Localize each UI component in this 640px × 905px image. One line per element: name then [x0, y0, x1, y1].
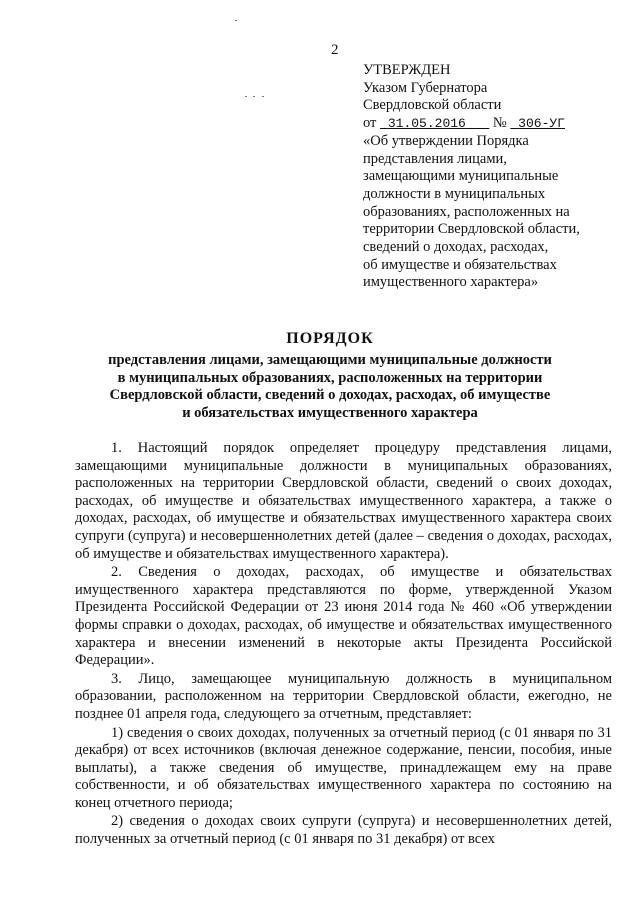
document-subtitle-line: в муниципальных образованиях, расположенных на территории: [117, 369, 543, 386]
approval-subject-line: образованиях, расположенных на: [363, 203, 570, 220]
scan-speck: [253, 96, 255, 97]
decree-date: 31.05.2016: [387, 116, 466, 132]
page-number: 2: [331, 42, 339, 58]
decree-number: 306-УГ: [518, 116, 565, 132]
approval-subject-line: об имуществе и обязательствах: [363, 256, 557, 273]
number-sign: №: [492, 115, 507, 132]
approval-decree-line: Указом Губернатора: [363, 79, 488, 96]
approval-heading: УТВЕРЖДЕН: [363, 62, 451, 78]
approval-subject-line: территории Свердловской области,: [363, 221, 580, 238]
approval-subject-line: замещающими муниципальные: [363, 168, 559, 185]
paragraph-3-item-2: 2) сведения о доходах своих супруги (супруга) и несовершеннолетних детей, полученных за отчетный период (с 01 января по 31 декабря) от всех: [75, 813, 612, 848]
scan-speck: [245, 96, 247, 97]
document-subtitle-line: Свердловской области, сведений о доходах, расходах, об имуществе: [109, 387, 551, 403]
approval-subject-line: имущественного характера»: [363, 274, 539, 291]
approval-date-number-line: [363, 115, 623, 133]
paragraph-2: 2. Сведения о доходах, расходах, об имуществе и обязательствах имущественного характера представляются по форме, утвержденной Указом Президента Российской Федерации от 23 июня 2014 года № 460 «Об утверждении формы справки о доходах, расходах, об имуществе и обязательствах имущественного характера и внесении изменений в некоторые акты Президента Российской Федерации».: [75, 564, 612, 669]
approval-subject-line: представления лицами,: [363, 150, 507, 167]
paragraph-3: 3. Лицо, замещающее муниципальную должность в муниципальном образовании, расположенном на территории Свердловской области, ежегодно, не позднее 01 апреля года, следующего за отчетным, представляет:: [75, 670, 612, 722]
paragraph-1: 1. Настоящий порядок определяет процедуру представления лицами, замещающими муниципальные должности в муниципальных образованиях, расположенных на территории Свердловской области, сведений о своих доходах, расходах, об имуществе и обязательствах имущественного характера, а также о доходах, расходах, об имуществе и обязательствах имущественного характера своих супруги (супруга) и несовершеннолетних детей (далее – сведения о доходах, расходах, об имуществе и обязательствах имущественного характера).: [75, 440, 612, 562]
approval-stamp: [363, 62, 623, 292]
document-title: ПОРЯДОК: [286, 330, 374, 347]
approval-subject-line: должности в муниципальных: [363, 185, 546, 202]
document-body: [75, 440, 612, 850]
document-title-block: [40, 330, 620, 422]
document-subtitle-line: и обязательствах имущественного характера: [182, 404, 478, 421]
scan-speck: [262, 96, 264, 97]
scan-speck: [235, 20, 237, 21]
approval-subject-line: сведений о доходах, расходах,: [363, 239, 549, 256]
date-prefix: от: [363, 115, 377, 132]
approval-region-line: Свердловской области: [363, 97, 502, 114]
approval-subject-line: «Об утверждении Порядка: [363, 132, 529, 149]
paragraph-3-item-1: 1) сведения о своих доходах, полученных за отчетный период (с 01 января по 31 декабря) от всех источников (включая денежное содержание, пенсии, пособия, иные выплаты), а также сведения об имуществе, принадлежащем ему на праве собственности, и об обязательствах имущественного характера по состоянию на конец отчетного периода;: [75, 724, 612, 811]
document-subtitle-line: представления лицами, замещающими муниципальные должности: [108, 352, 552, 368]
